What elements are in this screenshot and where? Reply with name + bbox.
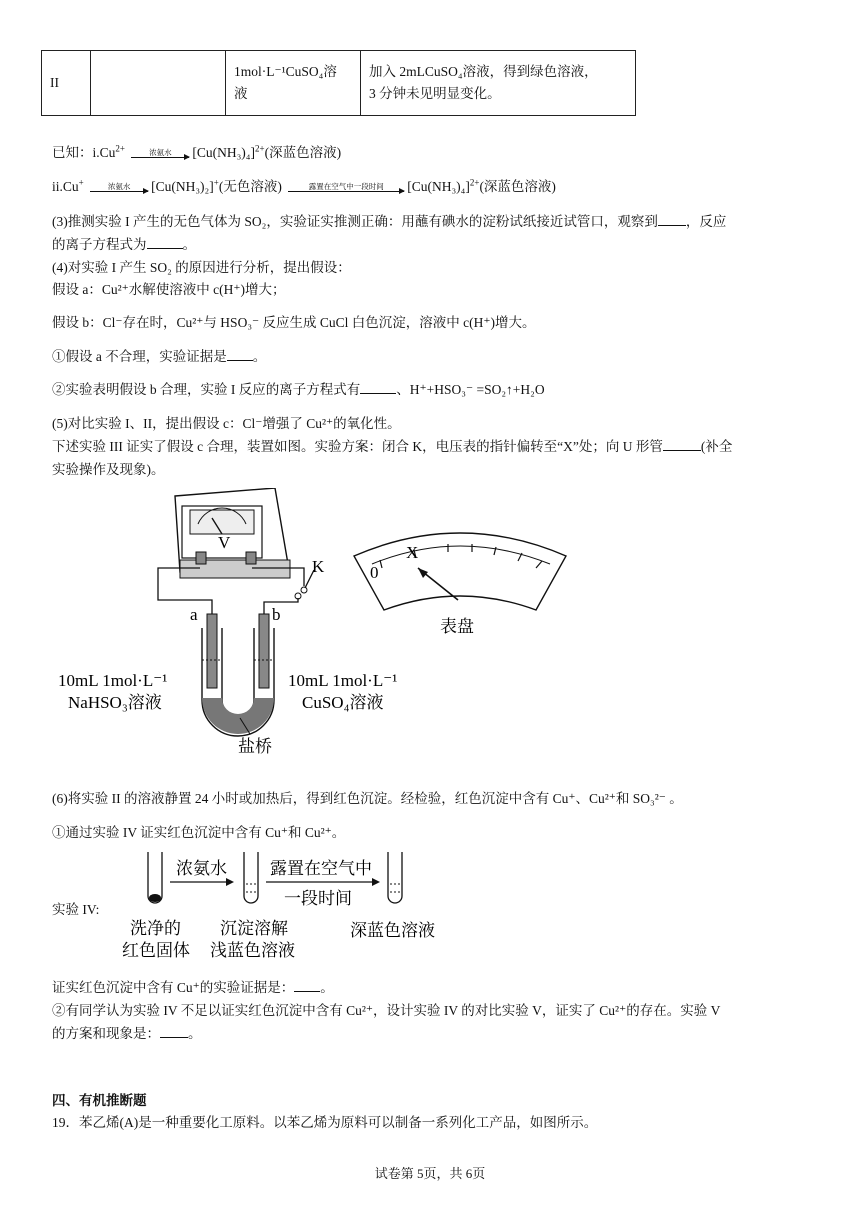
svg-text:表盘: 表盘 [440,617,474,636]
svg-text:a: a [190,605,198,624]
svg-text:NaHSO₃溶液: NaHSO₃溶液 [68,693,162,712]
q3-line2: 的离子方程式为 。 [52,237,196,252]
q6-sub2-line2: 的方案和现象是： 。 [52,1026,202,1041]
answer-blank[interactable] [147,235,183,249]
test-tube-icon [244,852,258,903]
reaction-arrow: 浓氨水 [90,183,148,192]
svg-text:露置在空气中: 露置在空气中 [270,859,372,878]
svg-text:红色固体: 红色固体 [122,941,190,960]
q3-line1: (3)推测实验 I 产生的无色气体为 SO₂，实验证实推测正确：用蘸有碘水的淀粉试纸接近试管口，观察到 ，反应 [52,214,727,229]
q4-sub1: ①假设 a 不合理，实验证据是 。 [52,349,267,364]
answer-blank[interactable] [294,978,320,992]
svg-text:沉淀溶解: 沉淀溶解 [220,919,288,938]
electrode-a [207,614,217,688]
section-heading: 四、有机推断题 [52,1093,147,1108]
q6-evidence: 证实红色沉淀中含有 Cu⁺的实验证据是： 。 [52,980,334,995]
experiment-table [41,50,636,116]
svg-text:X: X [406,543,419,562]
reagent-cell: 1mol·L⁻¹CuSO₄溶 液 [226,51,361,116]
q6-sub1: ①通过实验 IV 证实红色沉淀中含有 Cu⁺和 Cu²⁺。 [52,825,346,840]
q6-line1: (6)将实验 II 的溶液静置 24 小时或加热后，得到红色沉淀。经检验，红色沉淀中含有 Cu⁺、Cu²⁺和 SO₃²⁻ 。 [52,791,683,806]
experiment-iv-diagram [110,846,450,968]
electrode-b [259,614,269,688]
svg-text:0: 0 [370,563,379,582]
q5-line3: 实验操作及现象)。 [52,462,165,477]
observation-cell: 加入 2mLCuSO₄溶液，得到绿色溶液， 3 分钟未见明显变化。 [361,51,636,116]
empty-cell [91,51,226,116]
known-ii: ii.Cu+ 浓氨水 [Cu(NH₃)₂]+(无色溶液) 露置在空气中一段时间 $[Cu(NH_3)_4]^{2+}$(深蓝色溶液) [52,177,556,194]
q4-hypothesis-b: 假设 b：Cl⁻存在时，Cu²⁺与 HSO₃⁻ 反应生成 CuCl 白色沉淀，溶液中 c(H⁺)增大。 [52,315,536,330]
test-tube-icon [388,852,402,903]
exp4-label: 实验 IV: [52,902,100,917]
question-19: 19．苯乙烯(A)是一种重要化工原料。以苯乙烯为原料可以制备一系列化工产品，如图所示。 [52,1115,598,1130]
svg-text:b: b [272,605,281,624]
answer-blank[interactable] [160,1024,188,1038]
svg-text:浓氨水: 浓氨水 [176,859,227,878]
answer-blank[interactable] [663,437,701,451]
voltmeter-icon [175,488,290,578]
q5-line2: 下述实验 III 证实了假设 c 合理，装置如图。实验方案：闭合 K，电压表的指针偏转至“X”处；向 U 形管 (补全 [52,439,733,454]
answer-blank[interactable] [360,380,396,394]
svg-text:V: V [218,533,231,552]
q5-line1: (5)对比实验 I、II，提出假设 c：Cl⁻增强了 Cu²⁺的氧化性。 [52,416,401,431]
table-row [42,51,636,116]
svg-text:CuSO₄溶液: CuSO₄溶液 [302,693,384,712]
test-tube-icon [148,852,162,903]
svg-text:深蓝色溶液: 深蓝色溶液 [350,921,435,940]
answer-blank[interactable] [227,347,253,361]
svg-text:一段时间: 一段时间 [284,889,352,908]
page-footer: 试卷第 5页，共 6页 [374,1166,486,1181]
q4-hypothesis-a: 假设 a：Cu²⁺水解使溶液中 c(H⁺)增大； [52,282,286,297]
svg-text:盐桥: 盐桥 [238,737,272,756]
answer-blank[interactable] [658,212,686,226]
reaction-arrow: 浓氨水 [131,149,189,158]
svg-text:洗净的: 洗净的 [130,919,181,938]
q4-sub2: ②实验表明假设 b 合理，实验 I 反应的离子方程式有 、H⁺+HSO₃⁻ =SO₂↑+H₂O [52,382,545,397]
q4-line1: (4)对实验 I 产生 SO₂ 的原因进行分析，提出假设： [52,260,351,275]
q6-sub2-line1: ②有同学认为实验 IV 不足以证实红色沉淀中含有 Cu²⁺，设计实验 IV 的对比实验 V，证实了 Cu²⁺的存在。实验 V [52,1003,721,1018]
svg-text:浅蓝色溶液: 浅蓝色溶液 [210,941,295,960]
meter-dial-diagram [350,520,580,640]
svg-text:K: K [312,557,325,576]
reaction-arrow: 露置在空气中一段时间 [288,183,404,192]
known-i: 已知：$i.Cu^{2+}$ 浓氨水 $[Cu(NH_3)_4]^{2+}$(深蓝色溶液) [52,143,342,160]
svg-text:10mL 1mol·L⁻¹: 10mL 1mol·L⁻¹ [58,671,168,690]
svg-text:10mL 1mol·L⁻¹: 10mL 1mol·L⁻¹ [288,671,398,690]
row-label: II [42,51,91,116]
